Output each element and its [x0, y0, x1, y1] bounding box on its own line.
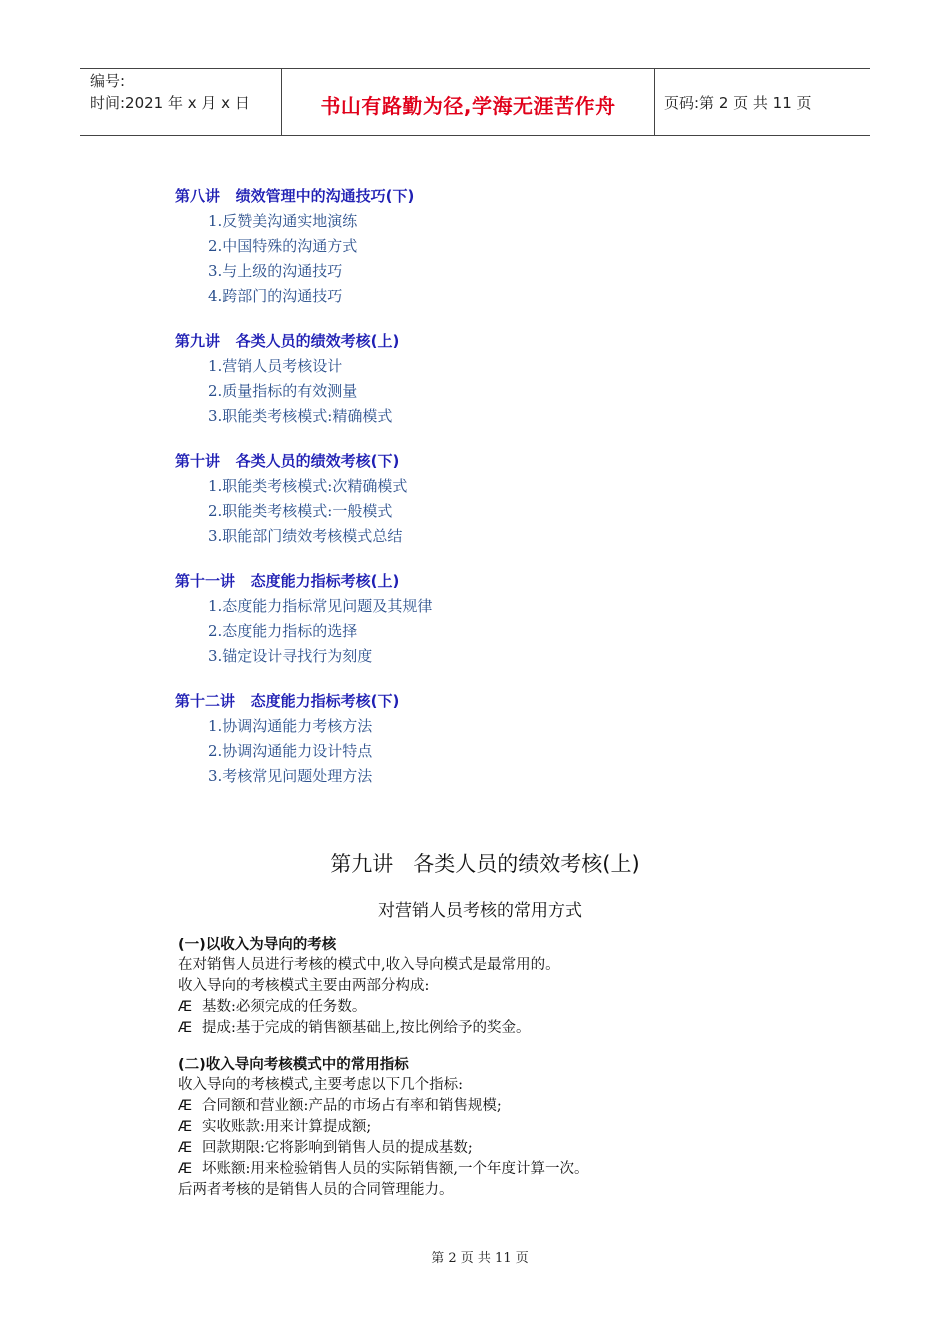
outline-item: 1.反赞美沟通实地演练: [208, 212, 358, 230]
bullet-glyph: Æ: [178, 999, 193, 1015]
bullet-glyph: Æ: [178, 1098, 193, 1114]
section-heading: (一)以收入为导向的考核: [178, 937, 337, 953]
outline-item: 3.考核常见问题处理方法: [208, 767, 373, 785]
outline-item: 2.中国特殊的沟通方式: [208, 237, 358, 255]
outline-item: 3.与上级的沟通技巧: [208, 262, 343, 280]
bullet-item: [178, 1096, 818, 1117]
header-top-border: [80, 68, 870, 69]
header-meta: [90, 70, 250, 114]
header-number: 编号:: [90, 72, 126, 90]
outline-section-title: 第十二讲 态度能力指标考核(下): [175, 692, 400, 710]
paragraph-line: 在对销售人员进行考核的模式中,收入导向模式是最常用的。: [178, 957, 560, 973]
header-motto: 书山有路勤为径,学海无涯苦作舟: [320, 94, 616, 118]
header-time: 时间:2021 年 x 月 x 日: [90, 94, 250, 112]
bullet-glyph: Æ: [178, 1161, 193, 1177]
outline-item: 1.营销人员考核设计: [208, 357, 343, 375]
outline-section-title: 第十讲 各类人员的绩效考核(下): [175, 452, 400, 470]
bullet-item: [178, 1159, 818, 1180]
outline-item: 2.协调沟通能力设计特点: [208, 742, 373, 760]
outline-item: 2.职能类考核模式:一般模式: [208, 502, 393, 520]
header-page-info: 页码:第 2 页 共 11 页: [664, 94, 812, 112]
outline-section: [175, 329, 695, 429]
section-heading: (二)收入导向考核模式中的常用指标: [178, 1057, 409, 1073]
outline-section: [175, 449, 695, 549]
outline-item: 3.锚定设计寻找行为刻度: [208, 647, 373, 665]
outline-section: [175, 569, 695, 669]
section-subtitle: 对营销人员考核的常用方式: [378, 901, 582, 921]
outline-item: 1.职能类考核模式:次精确模式: [208, 477, 408, 495]
bullet-item: [178, 1018, 818, 1039]
outline-section-title: 第八讲 绩效管理中的沟通技巧(下): [175, 187, 415, 205]
outline-section-title: 第十一讲 态度能力指标考核(上): [175, 572, 400, 590]
bullet-text: 合同额和营业额:产品的市场占有率和销售规模;: [202, 1098, 502, 1114]
paragraph-line: 收入导向的考核模式,主要考虑以下几个指标:: [178, 1077, 463, 1093]
bullet-glyph: Æ: [178, 1119, 193, 1135]
bullet-text: 基数:必须完成的任务数。: [202, 999, 367, 1015]
outline-section: [175, 184, 695, 309]
outline-item: 3.职能部门绩效考核模式总结: [208, 527, 403, 545]
bullet-item: [178, 1138, 818, 1159]
bullet-text: 回款期限:它将影响到销售人员的提成基数;: [202, 1140, 473, 1156]
bullet-text: 实收账款:用来计算提成额;: [202, 1119, 372, 1135]
page-footer: 第 2 页 共 11 页: [431, 1251, 529, 1266]
outline-section: [175, 689, 695, 789]
bullet-item: [178, 997, 818, 1018]
header-bottom-border: [80, 135, 870, 136]
lecture-title: 第九讲 各类人员的绩效考核(上): [330, 852, 640, 876]
lecture-body: [178, 935, 818, 1201]
outline-item: 4.跨部门的沟通技巧: [208, 287, 343, 305]
outline-item: 1.态度能力指标常见问题及其规律: [208, 597, 433, 615]
bullet-text: 坏账额:用来检验销售人员的实际销售额,一个年度计算一次。: [202, 1161, 589, 1177]
header-divider-right: [654, 68, 655, 136]
bullet-glyph: Æ: [178, 1140, 193, 1156]
outline-item: 2.质量指标的有效测量: [208, 382, 358, 400]
paragraph-line: 收入导向的考核模式主要由两部分构成:: [178, 978, 430, 994]
bullet-text: 提成:基于完成的销售额基础上,按比例给予的奖金。: [202, 1020, 531, 1036]
outline-item: 1.协调沟通能力考核方法: [208, 717, 373, 735]
outline-item: 2.态度能力指标的选择: [208, 622, 358, 640]
lecture-outline: [175, 184, 695, 809]
paragraph-line: 后两者考核的是销售人员的合同管理能力。: [178, 1182, 454, 1198]
outline-section-title: 第九讲 各类人员的绩效考核(上): [175, 332, 400, 350]
bullet-item: [178, 1117, 818, 1138]
bullet-glyph: Æ: [178, 1020, 193, 1036]
outline-item: 3.职能类考核模式:精确模式: [208, 407, 393, 425]
